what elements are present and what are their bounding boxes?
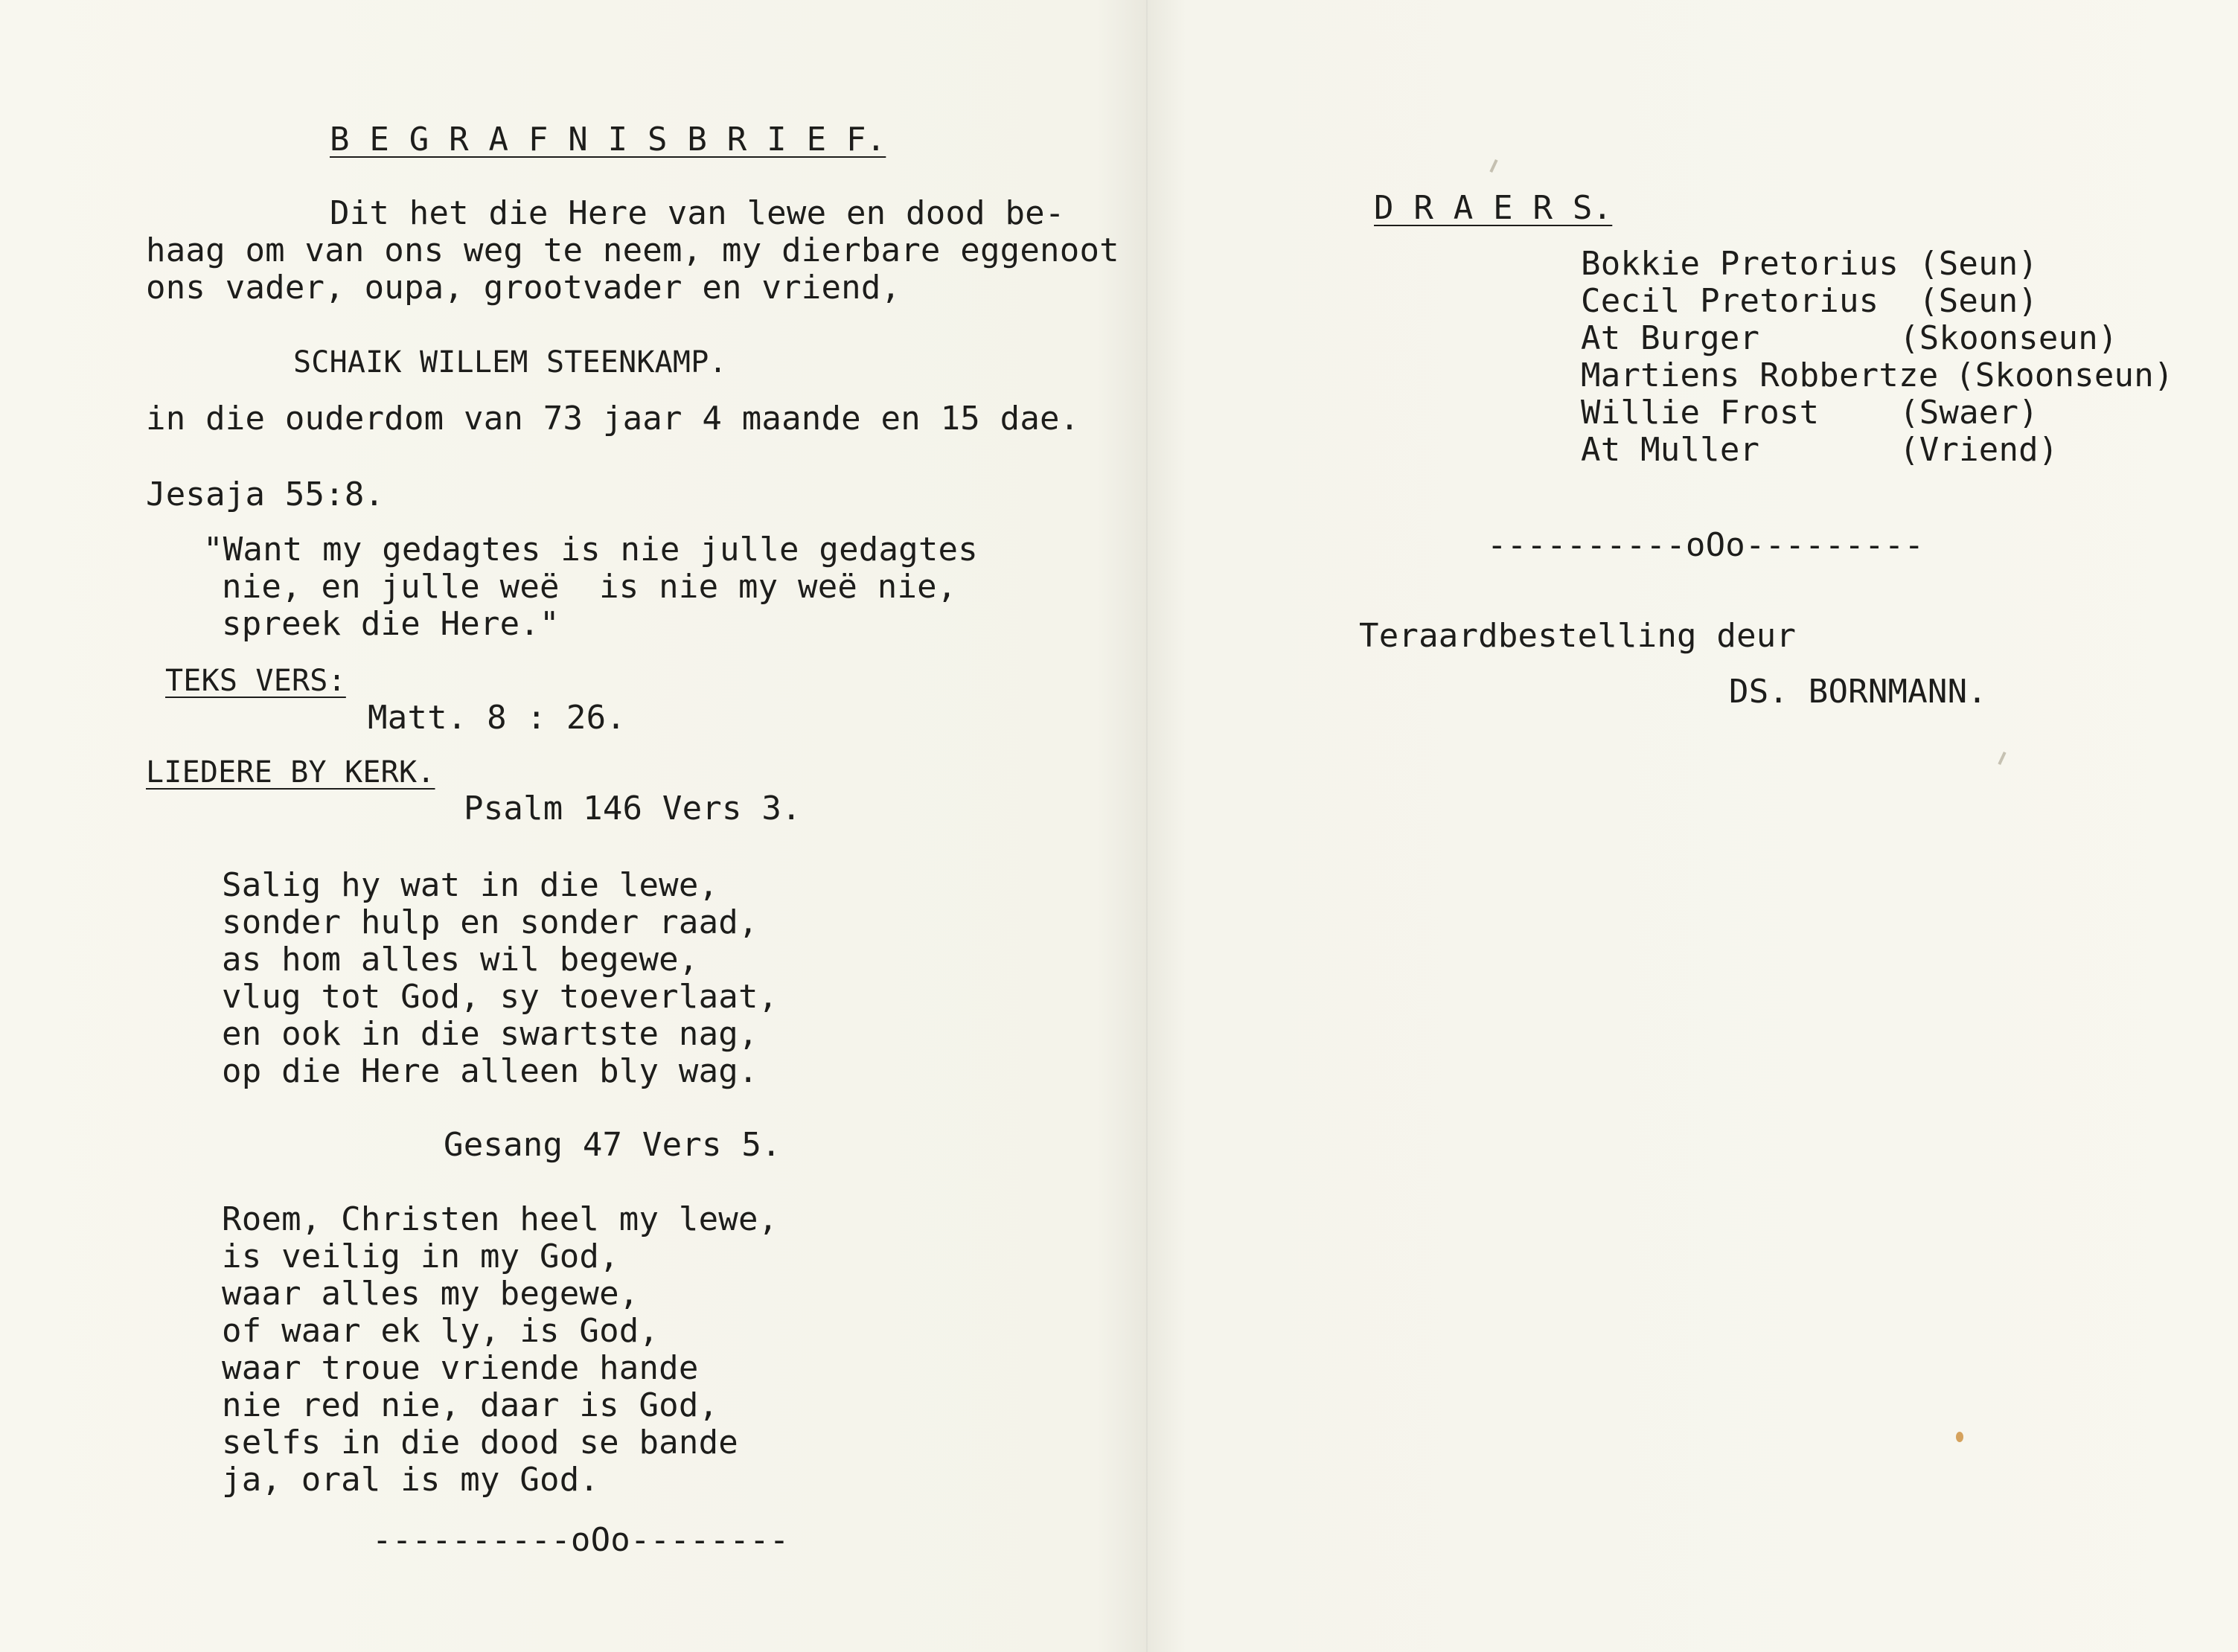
gesang-line-1: Roem, Christen heel my lewe, <box>222 1200 778 1238</box>
scripture-reference: Jesaja 55:8. <box>146 476 385 513</box>
bearer-relation: (Vriend) <box>1899 431 2059 469</box>
liedere-heading: LIEDERE BY KERK. <box>146 755 435 790</box>
gesang-line-5: waar troue vriende hande <box>222 1349 699 1387</box>
bearer-name: Willie Frost <box>1581 394 1820 432</box>
paper-mark <box>1489 159 1497 173</box>
deceased-name: SCHAIK WILLEM STEENKAMP. <box>293 345 727 380</box>
psalm-line-2: sonder hulp en sonder raad, <box>222 903 758 941</box>
psalm-reference: Psalm 146 Vers 3. <box>464 790 802 827</box>
bearer-name: At Muller <box>1581 431 1760 469</box>
gesang-line-6: nie red nie, daar is God, <box>222 1386 719 1424</box>
minister-name: DS. BORNMANN. <box>1729 673 1987 711</box>
paper-mark <box>1998 752 2006 765</box>
bearer-relation: (Seun) <box>1919 282 2039 320</box>
intro-line-3: ons vader, oupa, grootvader en vriend, <box>146 269 901 307</box>
burial-label: Teraardbestelling deur <box>1359 617 1797 655</box>
age-line: in die ouderdom van 73 jaar 4 maande en 15 dae. <box>146 400 1080 438</box>
bearer-name: Martiens Robbertze <box>1581 356 1939 394</box>
psalm-line-3: as hom alles wil begewe, <box>222 941 699 979</box>
intro-line-1: Dit het die Here van lewe en dood be- <box>330 194 1065 232</box>
quote-line-3: spreek die Here." <box>222 605 560 643</box>
psalm-line-5: en ook in die swartste nag, <box>222 1015 758 1053</box>
gesang-line-3: waar alles my begewe, <box>222 1275 639 1313</box>
page-fold <box>1146 0 1148 1652</box>
right-divider: ----------oOo--------- <box>1487 526 1925 564</box>
bearer-relation: (Skoonseun) <box>1899 319 2118 357</box>
gesang-line-4: of waar ek ly, is God, <box>222 1312 659 1350</box>
bearer-name: At Burger <box>1581 319 1760 357</box>
gesang-line-2: is veilig in my God, <box>222 1238 619 1275</box>
paper-stain <box>1956 1432 1963 1442</box>
psalm-line-1: Salig hy wat in die lewe, <box>222 866 719 904</box>
draers-heading: D R A E R S. <box>1374 189 1613 227</box>
psalm-line-4: vlug tot God, sy toeverlaat, <box>222 978 778 1016</box>
left-divider: ----------oOo-------- <box>372 1521 790 1559</box>
gesang-reference: Gesang 47 Vers 5. <box>444 1126 781 1164</box>
psalm-line-6: op die Here alleen bly wag. <box>222 1052 758 1090</box>
teks-vers-heading: TEKS VERS: <box>165 664 346 698</box>
teks-vers-reference: Matt. 8 : 26. <box>368 699 626 737</box>
gesang-line-8: ja, oral is my God. <box>222 1461 600 1499</box>
bearer-relation: (Swaer) <box>1899 394 2039 432</box>
quote-line-2: nie, en julle weë is nie my weë nie, <box>222 568 957 606</box>
bearer-name: Bokkie Pretorius <box>1581 245 1899 283</box>
bearer-relation: (Skoonseun) <box>1955 356 2174 394</box>
gesang-line-7: selfs in die dood se bande <box>222 1424 738 1461</box>
bearer-relation: (Seun) <box>1919 245 2039 283</box>
intro-line-2: haag om van ons weg te neem, my dierbare eggenoot <box>146 231 1119 269</box>
bearer-name: Cecil Pretorius <box>1581 282 1879 320</box>
quote-line-1: "Want my gedagtes is nie julle gedagtes <box>203 531 978 569</box>
letter-title: B E G R A F N I S B R I E F. <box>330 121 886 159</box>
